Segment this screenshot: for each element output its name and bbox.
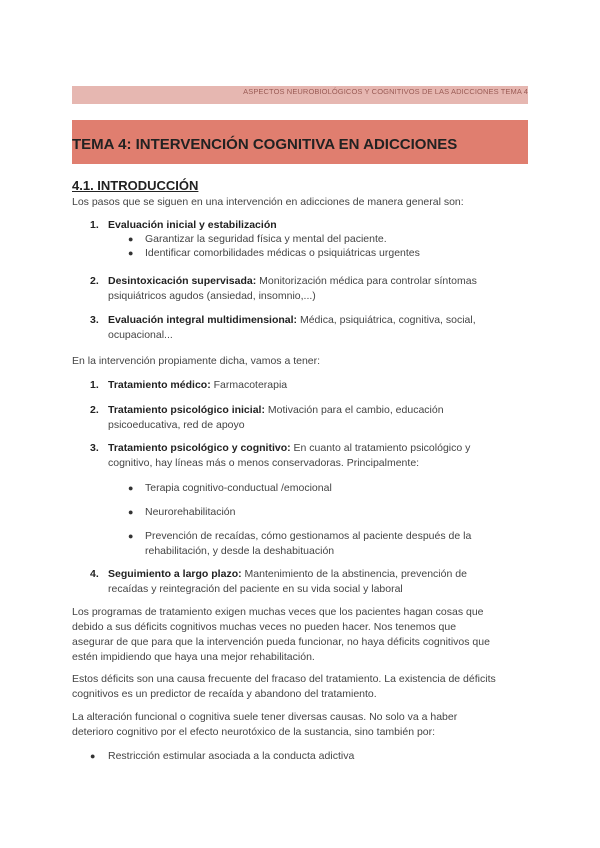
treatment-3-text: Tratamiento psicológico y cognitivo: En cuanto al tratamiento psicológico y (108, 442, 471, 454)
treatment-3-bullet-3-cont: rehabilitación, y desde la deshabituación (145, 545, 335, 557)
intro-text: Los pasos que se siguen en una intervención en adicciones de manera general son: (72, 196, 464, 208)
treatment-1-number: 1. (90, 379, 99, 391)
treatment-2-text: Tratamiento psicológico inicial: Motivación para el cambio, educación (108, 404, 444, 416)
step-1-bullet-1: Garantizar la seguridad física y mental del paciente. (145, 233, 387, 245)
step-2-text-cont: psiquiátricos agudos (ansiedad, insomnio,...) (108, 290, 316, 302)
section-heading: 4.1. INTRODUCCIÓN (72, 178, 199, 193)
paragraph-2-line-1: Estos déficits son una causa frecuente del fracaso del tratamiento. La existencia de déficits (72, 673, 496, 685)
treatment-2-text-cont: psicoeducativa, red de apoyo (108, 419, 245, 431)
bullet-dot: ● (128, 507, 134, 517)
treatment-2-number: 2. (90, 404, 99, 416)
step-1-title: Evaluación inicial y estabilización (108, 219, 277, 231)
step-1-number: 1. (90, 219, 99, 231)
paragraph-1-line-1: Los programas de tratamiento exigen muchas veces que los pacientes hagan cosas que (72, 606, 484, 618)
bullet-dot: ● (128, 234, 134, 244)
step-1-bullet-2: Identificar comorbilidades médicas o psiquiátricas urgentes (145, 247, 420, 259)
treatment-3-text-cont: cognitivo, hay líneas más o menos conservadoras. Principalmente: (108, 457, 420, 469)
step-2-text: Desintoxicación supervisada: Monitorización médica para controlar síntomas (108, 275, 477, 287)
treatment-3-number: 3. (90, 442, 99, 454)
step-3-number: 3. (90, 314, 99, 326)
bullet-dot: ● (128, 483, 134, 493)
final-bullet: Restricción estimular asociada a la conducta adictiva (108, 750, 355, 762)
bullet-dot: ● (128, 531, 134, 541)
bullet-dot: ● (128, 248, 134, 258)
treatment-3-bullet-2: Neurorehabilitación (145, 506, 236, 518)
treatment-4-text-cont: recaídas y reintegración del paciente en su vida social y laboral (108, 583, 403, 595)
treatment-3-bullet-1: Terapia cognitivo-conductual /emocional (145, 482, 332, 494)
paragraph-2-line-2: cognitivos es un predictor de recaída y abandono del tratamiento. (72, 688, 377, 700)
treatment-3-bullet-3: Prevención de recaídas, cómo gestionamos al paciente después de la (145, 530, 472, 542)
paragraph-3-line-1: La alteración funcional o cognitiva suele tener diversas causas. No solo va a haber (72, 711, 458, 723)
step-3-text-cont: ocupacional... (108, 329, 173, 341)
step-3-text: Evaluación integral multidimensional: Médica, psiquiátrica, cognitiva, social, (108, 314, 476, 326)
paragraph-1-line-4: estén impidiendo que haya una mejor rehabilitación. (72, 651, 315, 663)
running-header: ASPECTOS NEUROBIOLÓGICOS Y COGNITIVOS DE LAS ADICCIONES TEMA 4 (243, 87, 528, 96)
treatment-1-text: Tratamiento médico: Farmacoterapia (108, 379, 288, 391)
paragraph-1-line-2: debido a sus déficits cognitivos muchas veces no pueden hacer. Nos tenemos que (72, 621, 457, 633)
paragraph-3-line-2: deterioro cognitivo por el efecto neurotóxico de la sustancia, sino también por: (72, 726, 436, 738)
middle-text: En la intervención propiamente dicha, vamos a tener: (72, 355, 321, 367)
treatment-4-number: 4. (90, 568, 99, 580)
page-title: TEMA 4: INTERVENCIÓN COGNITIVA EN ADICCIONES (72, 136, 458, 153)
step-2-number: 2. (90, 275, 99, 287)
treatment-4-text: Seguimiento a largo plazo: Mantenimiento de la abstinencia, prevención de (108, 568, 467, 580)
bullet-dot: ● (90, 751, 96, 761)
paragraph-1-line-3: asegurar de que para que la intervención pueda funcionar, no haya déficits cognitivos que (72, 636, 490, 648)
